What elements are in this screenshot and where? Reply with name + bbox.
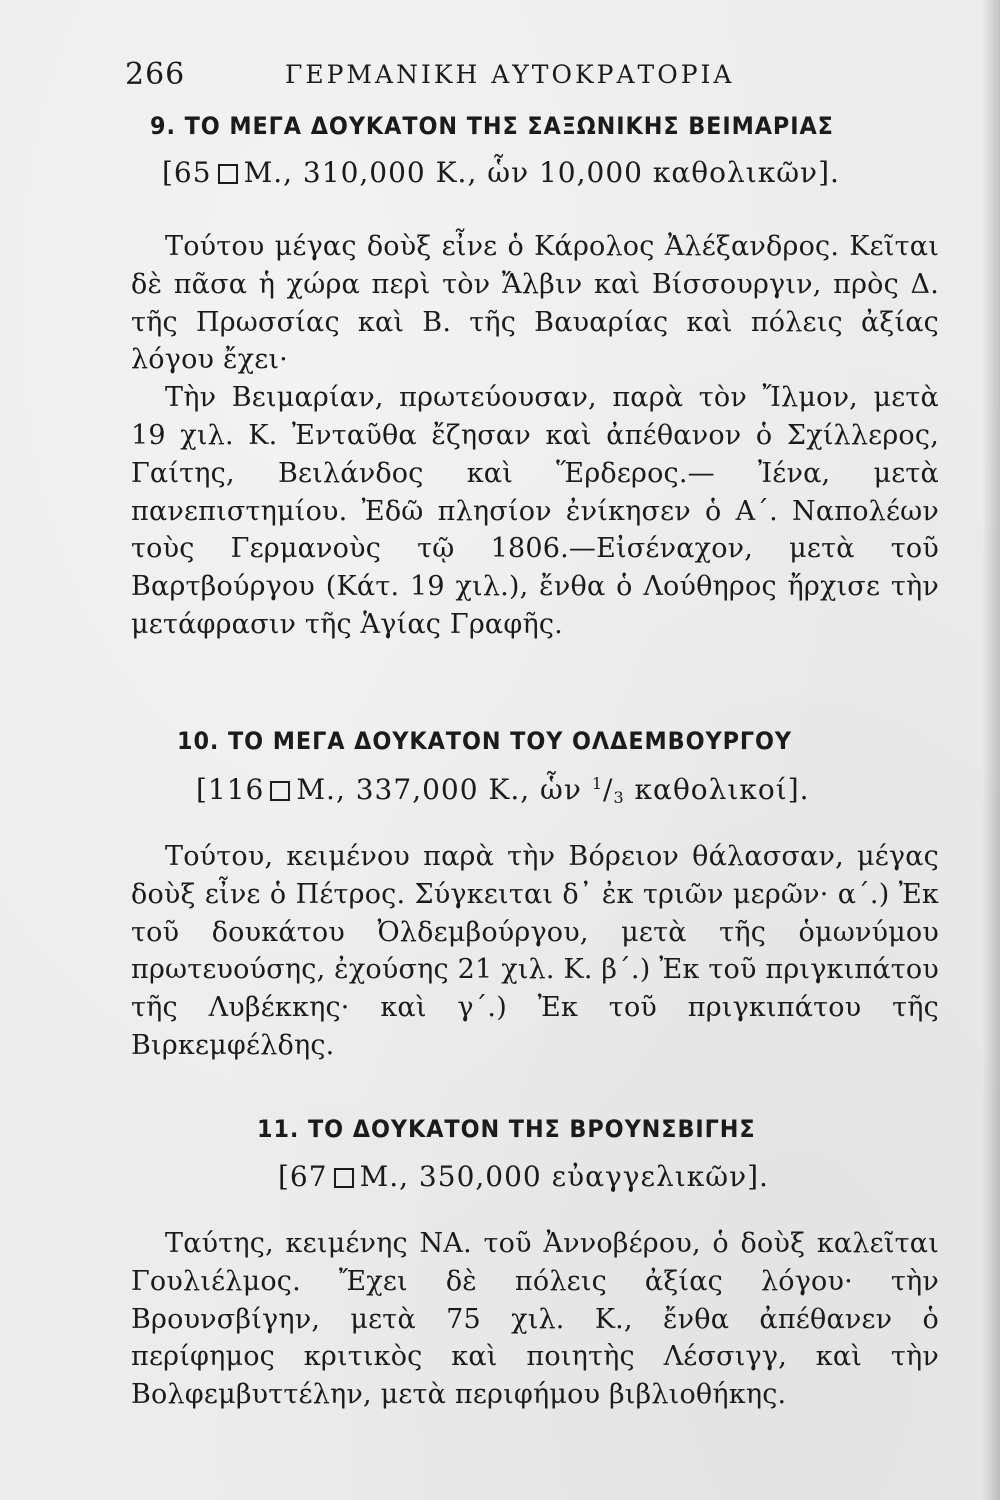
- section-11-stats-area: [67: [278, 1160, 328, 1193]
- section-11-body: [131, 1225, 939, 1414]
- section-11-stats: [278, 1160, 769, 1193]
- section-9-paragraph-2: Τὴν Βειμαρίαν, πρωτεύουσαν, παρὰ τὸν Ἴλμον, μετὰ 19 χιλ. Κ. Ἐνταῦθα ἔζησαν καὶ ἀπέθανον ὁ Σχίλλερος, Γαίτης, Βειλάνδος καὶ Ἕρδερος.— Ἰένα, μετὰ πανεπιστημίου. Ἐδῶ πλησίον ἐνίκησεν ὁ Α΄. Ναπολέων τοὺς Γερμανοὺς τῷ 1806.—Εἰσέναχον, μετὰ τοῦ Βαρτβούργου (Κάτ. 19 χιλ.), ἔνθα ὁ Λούθηρος ἤρχισε τὴν μετάφρασιν τῆς Ἁγίας Γραφῆς.: [131, 382, 939, 640]
- page-number: 266: [125, 57, 186, 92]
- running-head: [125, 52, 885, 98]
- section-10-body: [131, 838, 939, 1065]
- section-11-paragraph-1: Ταύτης, κειμένης ΝΑ. τοῦ Ἀννοβέρου, ὁ δοὺξ καλεῖται Γουλιέλμος. Ἔχει δὲ πόλεις ἀξίας λόγου· τὴν Βρουνσβίγην, μετὰ 75 χιλ. Κ., ἔνθα ἀπέθανεν ὁ περίφημος κριτικὸς καὶ ποιητὴς Λέσσιγγ, καὶ τὴν Βολφεμβυττέλην, μετὰ περιφήμου βιβλιοθήκης.: [131, 1228, 939, 1411]
- section-9-stats: [162, 156, 840, 189]
- fraction-denominator: 3: [613, 788, 625, 807]
- section-11-heading: 11. ΤΟ ΔΟΥΚΑΤΟΝ ΤΗΣ ΒΡΟΥΝΣΒΙΓΗΣ: [257, 1115, 756, 1143]
- square-symbol-icon: [218, 164, 238, 184]
- section-10-paragraph-1: Τούτου, κειμένου παρὰ τὴν Βόρειον θάλασσαν, μέγας δοὺξ εἶνε ὁ Πέτρος. Σύγκειται δ᾽ ἐκ τριῶν μερῶν· α΄.) Ἐκ τοῦ δουκάτου Ὀλδεμβούργου, μετὰ τῆς ὁμωνύμου πρωτευούσης, ἐχούσης 21 χιλ. Κ. β΄.) Ἐκ τοῦ πριγκιπάτου τῆς Λυβέκκης· καὶ γ΄.) Ἐκ τοῦ πριγκιπάτου τῆς Βιρκεμφέλδης.: [131, 841, 939, 1061]
- section-10-stats-rest: καθολικοί].: [634, 773, 810, 806]
- section-10-heading: 10. ΤΟ ΜΕΓΑ ΔΟΥΚΑΤΟΝ ΤΟΥ ΟΛΔΕΜΒΟΥΡΓΟΥ: [177, 727, 793, 755]
- section-9-paragraph-1: Τούτου μέγας δοὺξ εἶνε ὁ Κάρολος Ἀλέξανδρος. Κεῖται δὲ πᾶσα ἡ χώρα περὶ τὸν Ἄλβιν καὶ Βίσσουργιν, πρὸς Δ. τῆς Πρωσσίας καὶ Β. τῆς Βαυαρίας καὶ πόλεις ἀξίας λόγου ἔχει·: [131, 231, 939, 376]
- square-symbol-icon: [270, 781, 290, 801]
- section-11-stats-rest: Μ., 350,000 εὐαγγελικῶν].: [359, 1160, 769, 1193]
- section-10-stats-middle: Μ., 337,000 Κ., ὧν: [296, 773, 582, 806]
- square-symbol-icon: [334, 1168, 354, 1188]
- section-9-stats-rest: Μ., 310,000 Κ., ὧν 10,000 καθολικῶν].: [243, 156, 840, 189]
- page-edge-shadow: [982, 0, 1000, 1500]
- fraction-numerator: 1: [591, 774, 603, 793]
- section-9-body: [131, 228, 939, 644]
- running-title: ΓΕΡΜΑΝΙΚΗ ΑΥΤΟΚΡΑΤΟΡΙΑ: [285, 60, 735, 89]
- section-9-heading: 9. ΤΟ ΜΕΓΑ ΔΟΥΚΑΤΟΝ ΤΗΣ ΣΑΞΩΝΙΚΗΣ ΒΕΙΜΑΡΙΑΣ: [150, 112, 834, 140]
- section-9-stats-area: [65: [162, 156, 212, 189]
- section-10-stats: [116 Μ., 337,000 Κ., ὧν $^1/_3$ καθολικοί].: [196, 773, 810, 807]
- section-10-stats-area: [116: [196, 773, 265, 806]
